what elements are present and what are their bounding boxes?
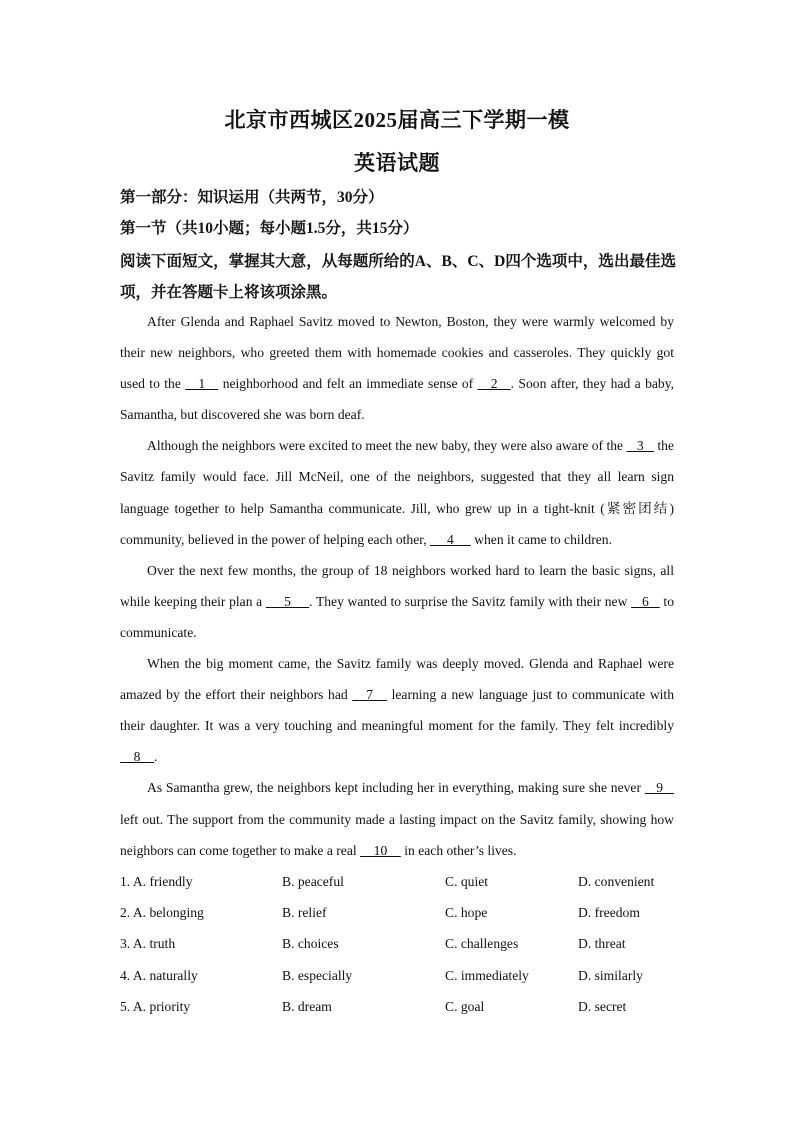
passage-paragraph: [120, 306, 674, 430]
answer-blank: 6: [631, 593, 660, 609]
passage-text: When the big moment came, the Savitz family was deeply moved. Glenda and Raphael were amazed by the effort their neighbors had: [120, 656, 674, 703]
option-choice: C. immediately: [445, 967, 529, 983]
answer-blank: 5: [265, 593, 310, 609]
answer-blank: 3: [626, 438, 654, 454]
question-options-row: [120, 991, 680, 1022]
passage-text: . They wanted to surprise the Savitz family with their new: [309, 593, 632, 609]
passage-text: As Samantha grew, the neighbors kept including her in everything, making sure she never: [147, 780, 645, 796]
option-choice: C. goal: [445, 998, 485, 1014]
passage-text: learning a new language just to communicate with their daughter. It was a very touching and meaningful moment for the family. They felt incredibly: [120, 687, 674, 734]
option-choice: B. especially: [282, 967, 353, 983]
answer-blank: 10: [360, 842, 401, 858]
option-choice: C. challenges: [445, 936, 519, 952]
option-choice: D. freedom: [578, 905, 640, 921]
passage-paragraph: [120, 555, 674, 648]
page-subtitle: 英语试题: [354, 151, 440, 175]
passage-paragraph: [120, 430, 674, 554]
instructions: 阅读下面短文，掌握其大意，从每题所给的A、B、C、D四个选项中，选出最佳选项，并在答题卡上将该项涂黑。: [120, 253, 676, 301]
option-choice: D. convenient: [578, 874, 655, 889]
answer-blank: 1: [185, 376, 219, 392]
passage-text: . Soon after, they had a baby, Samantha, but discovered she was born deaf.: [120, 376, 675, 423]
question-options-row: [120, 866, 680, 897]
option-choice: B. peaceful: [282, 874, 344, 889]
option-choice: B. dream: [282, 998, 332, 1014]
passage-text: when it came to children.: [470, 531, 612, 547]
passage-text: Over the next few months, the group of 18 neighbors worked hard to learn the basic signs, all while keeping their plan a: [120, 562, 674, 609]
passage-text: the Savitz family would face. Jill McNeil, one of the neighbors, suggested that they all learn sign language together to help Samantha communicate. Jill, who grew up in a tight-knit (紧密团结) community, believed in the power of helping each other,: [120, 438, 674, 547]
passage-paragraph: [120, 772, 674, 865]
question-options-row: [120, 960, 680, 991]
cloze-passage: [120, 306, 674, 866]
part-heading: 第一部分：知识运用（共两节，30分）: [120, 189, 384, 206]
option-choice: D. secret: [578, 998, 627, 1014]
passage-text: to communicate.: [120, 593, 674, 640]
option-choice: B. relief: [282, 905, 327, 921]
passage-text: Although the neighbors were excited to meet the new baby, they were also aware of the: [147, 438, 627, 454]
options-list: [120, 866, 680, 1022]
option-choice: B. choices: [282, 936, 339, 952]
option-choice: C. quiet: [445, 874, 489, 889]
question-options-row: [120, 897, 680, 928]
answer-blank: 9: [644, 780, 674, 796]
section-heading: 第一节（共10小题；每小题1.5分，共15分）: [120, 220, 419, 237]
passage-text: left out. The support from the community made a lasting impact on the Savitz family, showing how neighbors can come together to make a real: [120, 811, 674, 858]
answer-blank: 7: [352, 687, 387, 703]
answer-blank: 8: [120, 749, 154, 765]
passage-text: neighborhood and felt an immediate sense of: [218, 376, 478, 392]
answer-blank: 2: [477, 376, 511, 392]
passage-text: .: [153, 749, 158, 765]
passage-text: in each other’s lives.: [400, 842, 517, 858]
question-options-row: [120, 928, 680, 959]
passage-text: After Glenda and Raphael Savitz moved to Newton, Boston, they were warmly welcomed by their new neighbors, who greeted them with homemade cookies and casseroles. They quickly got used to the: [120, 314, 674, 392]
option-choice: D. similarly: [578, 967, 643, 983]
option-choice: 4. A. naturally: [120, 967, 198, 983]
option-choice: D. threat: [578, 936, 626, 952]
option-choice: 3. A. truth: [120, 936, 176, 952]
page-title: 北京市西城区2025届高三下学期一模: [224, 108, 570, 132]
option-choice: 5. A. priority: [120, 998, 191, 1014]
passage-paragraph: [120, 648, 674, 772]
option-choice: 2. A. belonging: [120, 905, 204, 921]
answer-blank: 4: [430, 531, 471, 547]
option-choice: 1. A. friendly: [120, 874, 193, 889]
option-choice: C. hope: [445, 905, 488, 921]
